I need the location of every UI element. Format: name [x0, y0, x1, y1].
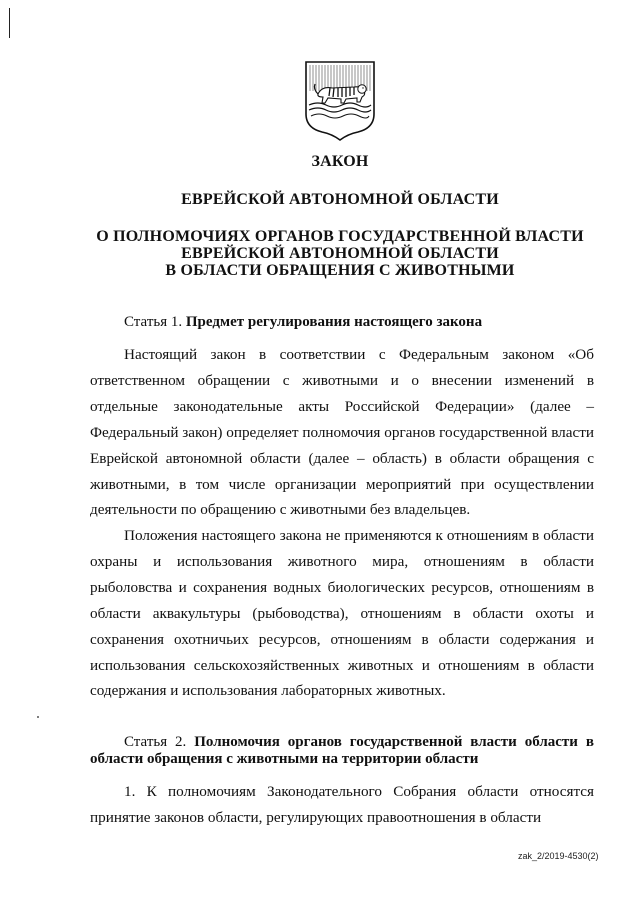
article-heading-text: Предмет регулирования настоящего закона — [185, 314, 483, 330]
article-heading-text: Полномочия органов государственной власти области в области обращения с животными на территории области — [90, 734, 594, 767]
scan-speck — [37, 716, 39, 718]
document-title: ЗАКОН — [311, 153, 369, 170]
article-1-paragraph: Настоящий закон в соответствии с Федеральным законом «Об ответственном обращении с животными и о внесении изменений в отдельные законодательные акты Российской Федерации» (далее – Федеральный закон) определяет полномочия органов государственной власти Еврейской автономной области (далее – область) в области обращения с животными, в том числе организации мероприятий при осуществлении деятельности по обращению с животными без владельцев. — [90, 346, 594, 519]
article-2-heading — [90, 734, 594, 768]
document-code: zak_2/2019-4530(2) — [518, 851, 599, 861]
scan-edge-mark — [9, 8, 10, 38]
document-region: ЕВРЕЙСКОЙ АВТОНОМНОЙ ОБЛАСТИ — [181, 191, 499, 208]
article-label: Статья 2. — [124, 734, 195, 750]
article-label: Статья 1. — [124, 314, 186, 330]
article-2-paragraph: 1. К полномочиям Законодательного Собрания области относятся принятие законов области, регулирующих правоотношения в области — [90, 783, 594, 826]
article-1-paragraph: Положения настоящего закона не применяются к отношениям в области охраны и использования животного мира, отношениям в области рыболовства и сохранения водных биологических ресурсов, отношениям в области аквакультуры (рыбоводства), отношениям в области охоты и сохранения охотничьих ресурсов, отношениям в области содержания и использования сельскохозяйственных животных и отношениям в области содержания и использования лабораторных животных. — [90, 527, 594, 700]
document-subject — [40, 228, 640, 279]
article-1-heading — [124, 314, 594, 331]
subject-line: В ОБЛАСТИ ОБРАЩЕНИЯ С ЖИВОТНЫМИ — [165, 262, 515, 279]
subject-line: ЕВРЕЙСКОЙ АВТОНОМНОЙ ОБЛАСТИ — [181, 245, 499, 262]
tiger-coat-of-arms-icon — [302, 58, 378, 142]
subject-line: О ПОЛНОМОЧИЯХ ОРГАНОВ ГОСУДАРСТВЕННОЙ ВЛАСТИ — [96, 228, 584, 245]
